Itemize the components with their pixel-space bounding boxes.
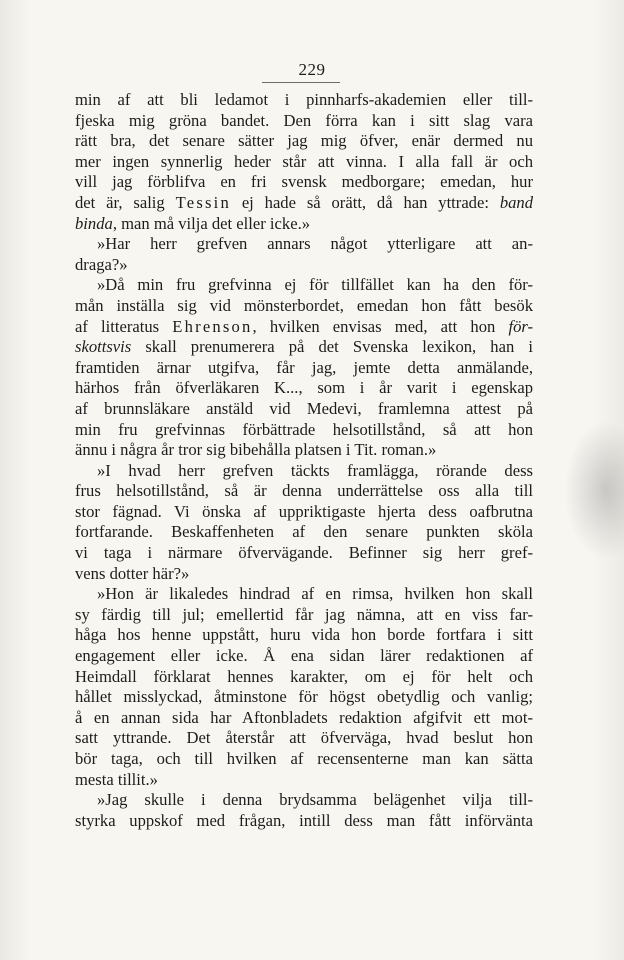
text-run: Heimdall förklarat hennes karakter, om ej för helt och xyxy=(75,666,533,686)
text-run: bör taga, och till hvilken af recensenterne man kan sätta xyxy=(75,749,533,768)
text-line xyxy=(75,481,533,502)
page-number: 229 xyxy=(298,60,326,79)
paper-stain xyxy=(564,420,624,560)
text-line xyxy=(75,646,533,667)
text-line xyxy=(75,317,533,338)
text-run: fjeska mig gröna bandet. Den förra kan i sitt slag vara xyxy=(75,110,533,130)
text-run: styrka uppskof med frågan, intill dess man fått införvänta xyxy=(75,810,533,830)
text-run: mer ingen synnerlig heder står att vinna. I alla fall är och xyxy=(75,151,533,171)
text-run: vill jag förblifva en fri svensk medborgare; emedan, hur xyxy=(75,172,533,192)
text-run: vi taga i närmare öfvervägande. Befinner sig herr gref- xyxy=(75,543,533,563)
text-line xyxy=(75,358,533,379)
text-line xyxy=(75,275,533,296)
text-run: mesta tillit.» xyxy=(75,769,158,789)
text-line xyxy=(75,111,533,132)
text-run: »Jag skulle i denna brydsamma belägenhet vilja till- xyxy=(97,790,533,810)
text-run: »Har herr grefven annars något ytterligare att an- xyxy=(97,234,533,254)
text-line xyxy=(75,811,533,832)
text-run: å en annan sida har Aftonbladets redaktion afgifvit ett mot- xyxy=(75,707,533,727)
text-run: satt yttrande. Det återstår att öfverväga, hvad beslut hon xyxy=(75,728,533,748)
text-line xyxy=(75,440,533,461)
text-line xyxy=(75,337,533,358)
text-line xyxy=(75,399,533,420)
text-run: draga?» xyxy=(75,254,128,274)
text-run: ännu i några år tror sig bibehålla platsen i Tit. roman.» xyxy=(75,440,437,460)
text-line xyxy=(75,172,533,193)
text-line xyxy=(75,728,533,749)
text-line xyxy=(75,522,533,543)
text-line xyxy=(75,131,533,152)
spaced-name: Tessin xyxy=(175,192,231,212)
text-line xyxy=(75,502,533,523)
text-line xyxy=(75,687,533,708)
text-run: det är, salig xyxy=(75,192,176,212)
text-line xyxy=(75,296,533,317)
text-run: min fru grefvinnas förbättrade helsotillstånd, så att hon xyxy=(75,419,533,439)
text-line xyxy=(75,152,533,173)
text-line xyxy=(75,790,533,811)
text-line xyxy=(75,90,533,111)
text-run: »Hon är likaledes hindrad af en rimsa, hvilken hon skall xyxy=(97,584,533,604)
text-line xyxy=(75,214,533,235)
text-run: engagement eller icke. Å ena sidan lärer redaktionen af xyxy=(75,646,533,666)
italic-run: skottsvis xyxy=(75,337,132,357)
text-run: frus helsotillstånd, så är denna underrättelse oss alla till xyxy=(75,481,533,501)
text-run: sy färdig till jul; emellertid får jag nämna, att en viss far- xyxy=(75,604,533,624)
italic-run: band xyxy=(499,192,534,212)
text-run: vens dotter här?» xyxy=(75,563,190,583)
text-run: rätt bra, det senare sätter jag mig öfver, enär dermed nu xyxy=(75,131,533,151)
page-number-rule xyxy=(262,82,340,83)
text-line xyxy=(75,625,533,646)
text-line xyxy=(75,749,533,770)
text-run: af brunnsläkare anstäld vid Medevi, framlemna attest på xyxy=(75,398,533,418)
text-run: »Då min fru grefvinna ej för tillfället kan ha den för- xyxy=(97,275,533,295)
text-run: min af att bli ledamot i pinnharfs-akademien eller till- xyxy=(75,90,533,109)
text-line xyxy=(75,543,533,564)
text-line xyxy=(75,234,533,255)
text-line xyxy=(75,667,533,688)
text-run: ej hade så orätt, då han yttrade: xyxy=(230,192,500,212)
text-run: skall prenumerera på det Svenska lexikon, han i xyxy=(131,337,533,357)
text-line xyxy=(75,255,533,276)
text-run: hållet misslyckad, åtminstone för högst obetydlig och vanlig; xyxy=(75,687,533,707)
text-run: af litteratus xyxy=(75,316,173,336)
text-line xyxy=(75,420,533,441)
text-run: härhos från öfverläkaren K..., som i år varit i egenskap xyxy=(75,378,533,398)
text-run: framtiden ärnar utgifva, får jag, jemte detta anmälande, xyxy=(75,357,533,377)
text-line xyxy=(75,584,533,605)
text-line xyxy=(75,770,533,791)
text-line xyxy=(75,461,533,482)
text-line xyxy=(75,708,533,729)
text-run: håga hos henne uppstått, huru vida hon borde fortfara i sitt xyxy=(75,625,533,645)
italic-run: binda xyxy=(75,213,113,233)
text-run: fortfarande. Beskaffenheten af den senare punkten sköla xyxy=(75,522,533,542)
text-line xyxy=(75,564,533,585)
text-line xyxy=(75,378,533,399)
text-run: , man må vilja det eller icke.» xyxy=(112,213,311,233)
spaced-name: Ehrenson xyxy=(172,316,253,336)
italic-run: för- xyxy=(508,316,534,336)
body-text xyxy=(75,90,533,831)
text-line xyxy=(75,605,533,626)
text-line xyxy=(75,193,533,214)
text-run: stor fägnad. Vi önska af uppriktigaste hjerta dess oafbrutna xyxy=(75,501,533,521)
text-run: mån inställa sig vid mönsterbordet, emedan hon fått besök xyxy=(75,295,533,315)
text-run: , hvilken envisas med, att hon xyxy=(252,316,509,336)
text-run: »I hvad herr grefven täckts framlägga, rörande dess xyxy=(97,460,533,480)
